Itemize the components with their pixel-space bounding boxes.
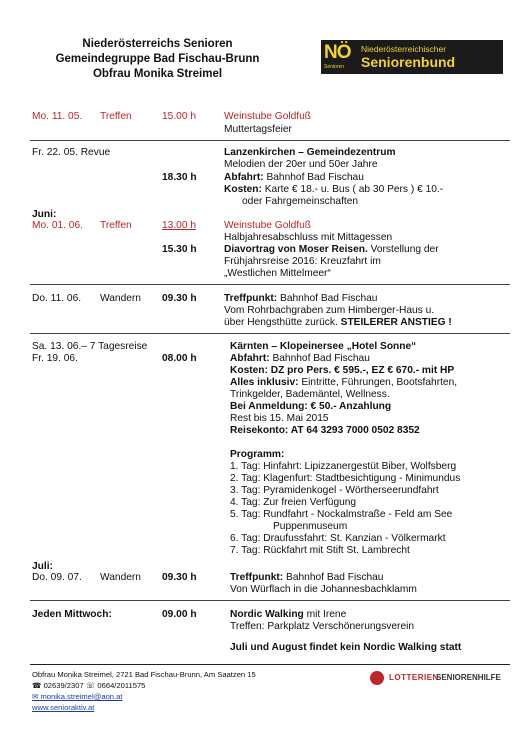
month-july: Juli:: [32, 561, 53, 572]
event2-place: Lanzenkirchen – Gemeindezentrum: [224, 147, 396, 158]
event2-date: Fr. 22. 05. Revue: [32, 147, 111, 158]
event1-type: Treffen: [100, 111, 132, 122]
seniorenbund-logo: [321, 40, 503, 74]
event6-time: 09.30 h: [162, 572, 197, 583]
program-label: Programm:: [230, 449, 285, 460]
event3-talk: Diavortrag von Moser Reisen. Vorstellung der: [224, 244, 439, 255]
divider: [30, 333, 510, 334]
chairwoman-name: Obfrau Monika Streimel: [92, 68, 223, 80]
event3-talk-line3: „Westlichen Mittelmeer“: [224, 268, 331, 279]
event7-title: Nordic Walking mit Irene: [230, 609, 347, 620]
event5-inclusive: Alles inklusiv: Eintritte, Führungen, Bootsfahrten,: [230, 377, 458, 388]
footer-website-link[interactable]: www.senioraktiv.at: [32, 703, 95, 712]
event2-cost-note: oder Fahrgemeinschaften: [242, 196, 359, 207]
event3-talk-line2: Frühjahrsreise 2016: Kreuzfahrt im: [224, 256, 381, 267]
event5-remainder: Rest bis 15. Mai 2015: [230, 413, 329, 424]
divider: [30, 284, 510, 285]
event1-desc: Muttertagsfeier: [224, 124, 292, 135]
event5-time: 08.00 h: [162, 353, 197, 364]
event5-registration: Bei Anmeldung: € 50.- Anzahlung: [230, 401, 392, 412]
event5-cost: Kosten: DZ pro Pers. € 595.-, EZ € 670.- mit HP: [230, 365, 455, 376]
logo-line-1: Niederösterreichischer: [361, 44, 447, 54]
event7-meeting: Treffen: Parkplatz Verschönerungsverein: [230, 621, 415, 632]
program-day-3: 3. Tag: Pyramidenkogel - Wörtherseerundfahrt: [230, 485, 439, 496]
event4-route-line2: über Hengsthütte zurück. STEILERER ANSTIEG !: [224, 317, 452, 328]
event1-time: 15.00 h: [162, 111, 196, 122]
event4-route: Vom Rohrbachgraben zum Himberger-Haus u.: [224, 305, 435, 316]
program-day-1: 1. Tag: Hinfahrt: Lipizzanergestüt Biber, Wolfsberg: [230, 461, 457, 472]
event5-title: Kärnten – Klopeinersee „Hotel Sonne“: [230, 341, 417, 352]
lotterien-logo-icon: [370, 671, 384, 685]
event5-date-end: Fr. 19. 06.: [32, 353, 78, 364]
footer-address: Obfrau Monika Streimel, 2721 Bad Fischau-Brunn, Am Saatzen 15: [32, 670, 256, 679]
program-day-7: 7. Tag: Rückfahrt mit Stift St. Lambrecht: [230, 545, 410, 556]
event6-desc: Von Würflach in die Johannesbachklamm: [230, 584, 417, 595]
event2-departure: Abfahrt: Bahnhof Bad Fischau: [224, 172, 364, 183]
footer-divider: [30, 664, 510, 665]
org-name: Niederösterreichs Senioren: [82, 38, 233, 50]
event5-account: Reisekonto: AT 64 3293 7000 0502 8352: [230, 425, 420, 436]
event1-place: Weinstube Goldfuß: [224, 111, 312, 122]
event3-date: Mo. 01. 06.: [32, 220, 83, 231]
event4-meeting-point: Treffpunkt: Bahnhof Bad Fischau: [224, 293, 378, 304]
noe-logo-mark: NÖ Senioren: [324, 42, 351, 70]
event2-desc: Melodien der 20er und 50er Jahre: [224, 159, 378, 170]
event7-note: Juli und August findet kein Nordic Walking statt: [230, 642, 462, 653]
divider: [30, 140, 510, 141]
event6-type: Wandern: [100, 572, 141, 583]
sponsor-seniorenhilfe: SENIORENHILFE: [436, 673, 501, 682]
program-day-5: 5. Tag: Rundfahrt - Nockalmstraße - Feld am See: [230, 509, 453, 520]
program-day-4: 4. Tag: Zur freien Verfügung: [230, 497, 357, 508]
event3-place: Weinstube Goldfuß: [224, 220, 312, 231]
footer-phone: ☎ 02639/2307 ☏ 0664/2011575: [32, 681, 146, 690]
event6-date: Do. 09. 07.: [32, 572, 82, 583]
event5-inclusive-line2: Trinkgelder, Bademäntel, Wellness.: [230, 389, 390, 400]
divider: [30, 600, 510, 601]
event5-date-start: Sa. 13. 06.– 7 Tagesreise: [32, 341, 148, 352]
footer-email-link[interactable]: ✉ monika.streimel@aon.at: [32, 692, 123, 701]
month-june: Juni:: [32, 209, 57, 220]
event3-time2: 15.30 h: [162, 244, 197, 255]
event3-time: 13.00 h: [162, 220, 196, 231]
event1-date: Mo. 11. 05.: [32, 111, 83, 122]
event5-departure: Abfahrt: Bahnhof Bad Fischau: [230, 353, 370, 364]
logo-line-2: Seniorenbund: [361, 54, 456, 70]
event4-time: 09.30 h: [162, 293, 197, 304]
sponsor-lotterien: LOTTERIEN: [389, 673, 439, 682]
event4-type: Wandern: [100, 293, 141, 304]
event2-time: 18.30 h: [162, 172, 197, 183]
program-day-5-cont: Puppenmuseum: [273, 521, 348, 532]
event7-time: 09.00 h: [162, 609, 197, 620]
event2-cost: Kosten: Karte € 18.- u. Bus ( ab 30 Pers ) € 10.-: [224, 184, 444, 195]
event7-date: Jeden Mittwoch:: [32, 609, 112, 620]
event6-meeting-point: Treffpunkt: Bahnhof Bad Fischau: [230, 572, 384, 583]
event3-desc: Halbjahresabschluss mit Mittagessen: [224, 232, 393, 243]
program-day-2: 2. Tag: Klagenfurt: Stadtbesichtigung - Minimundus: [230, 473, 461, 484]
event4-date: Do. 11. 06.: [32, 293, 82, 304]
program-day-6: 6. Tag: Draufussfahrt: St. Kanzian - Völkermarkt: [230, 533, 446, 544]
event3-type: Treffen: [100, 220, 132, 231]
group-name: Gemeindegruppe Bad Fischau-Brunn: [55, 53, 260, 65]
